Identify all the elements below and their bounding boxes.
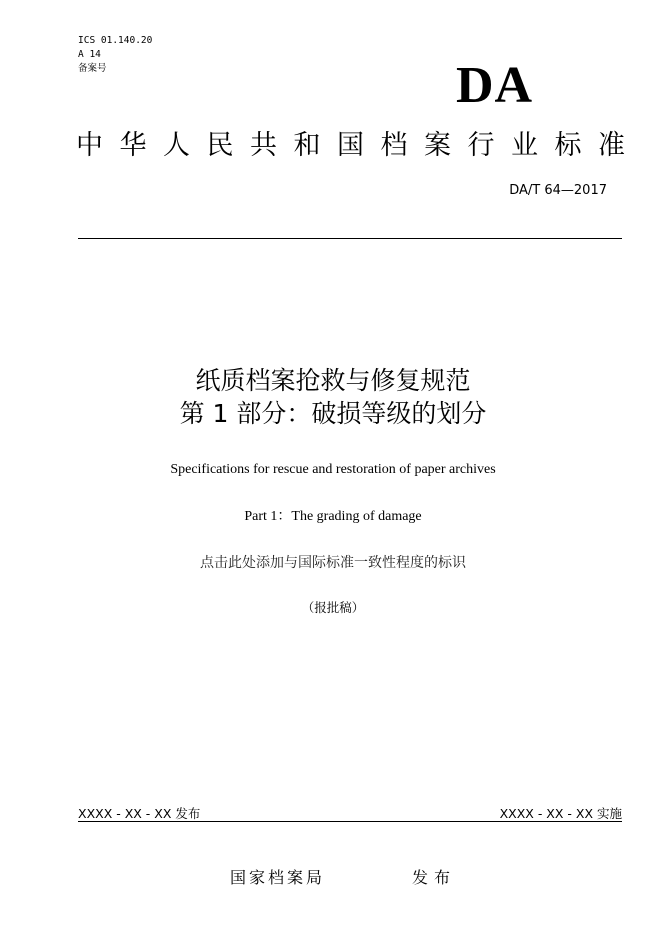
implementation-date: XXXX - XX - XX 实施 [499,806,622,821]
standard-number: DA/T 64—2017 [509,183,607,198]
top-divider [78,238,622,239]
header-meta [78,34,152,76]
classification-code: A 14 [78,49,101,60]
ics-code: ICS 01.140.20 [78,35,153,46]
draft-status: （报批稿） [301,601,365,615]
title-line-2: 第 1 部分：破损等级的划分 [179,399,487,428]
english-subtitle: Part 1：The grading of damage [244,509,422,524]
consistency-note-placeholder[interactable]: 点击此处添加与国际标准一致性程度的标识 [200,556,466,571]
da-logo: DA [456,57,534,114]
bottom-divider [78,821,622,822]
title-line-1: 纸质档案抢救与修复规范 [195,366,471,395]
standard-category-title: 中华人民共和国档案行业标准 [76,130,642,161]
english-title: Specifications for rescue and restoration of paper archives [170,462,496,477]
publisher-name: 国家档案局 [230,868,326,887]
issue-date: XXXX - XX - XX 发布 [78,806,201,821]
document-title [0,364,666,430]
record-number-label: 备案号 [78,63,107,74]
publish-label: 发布 [412,868,457,887]
